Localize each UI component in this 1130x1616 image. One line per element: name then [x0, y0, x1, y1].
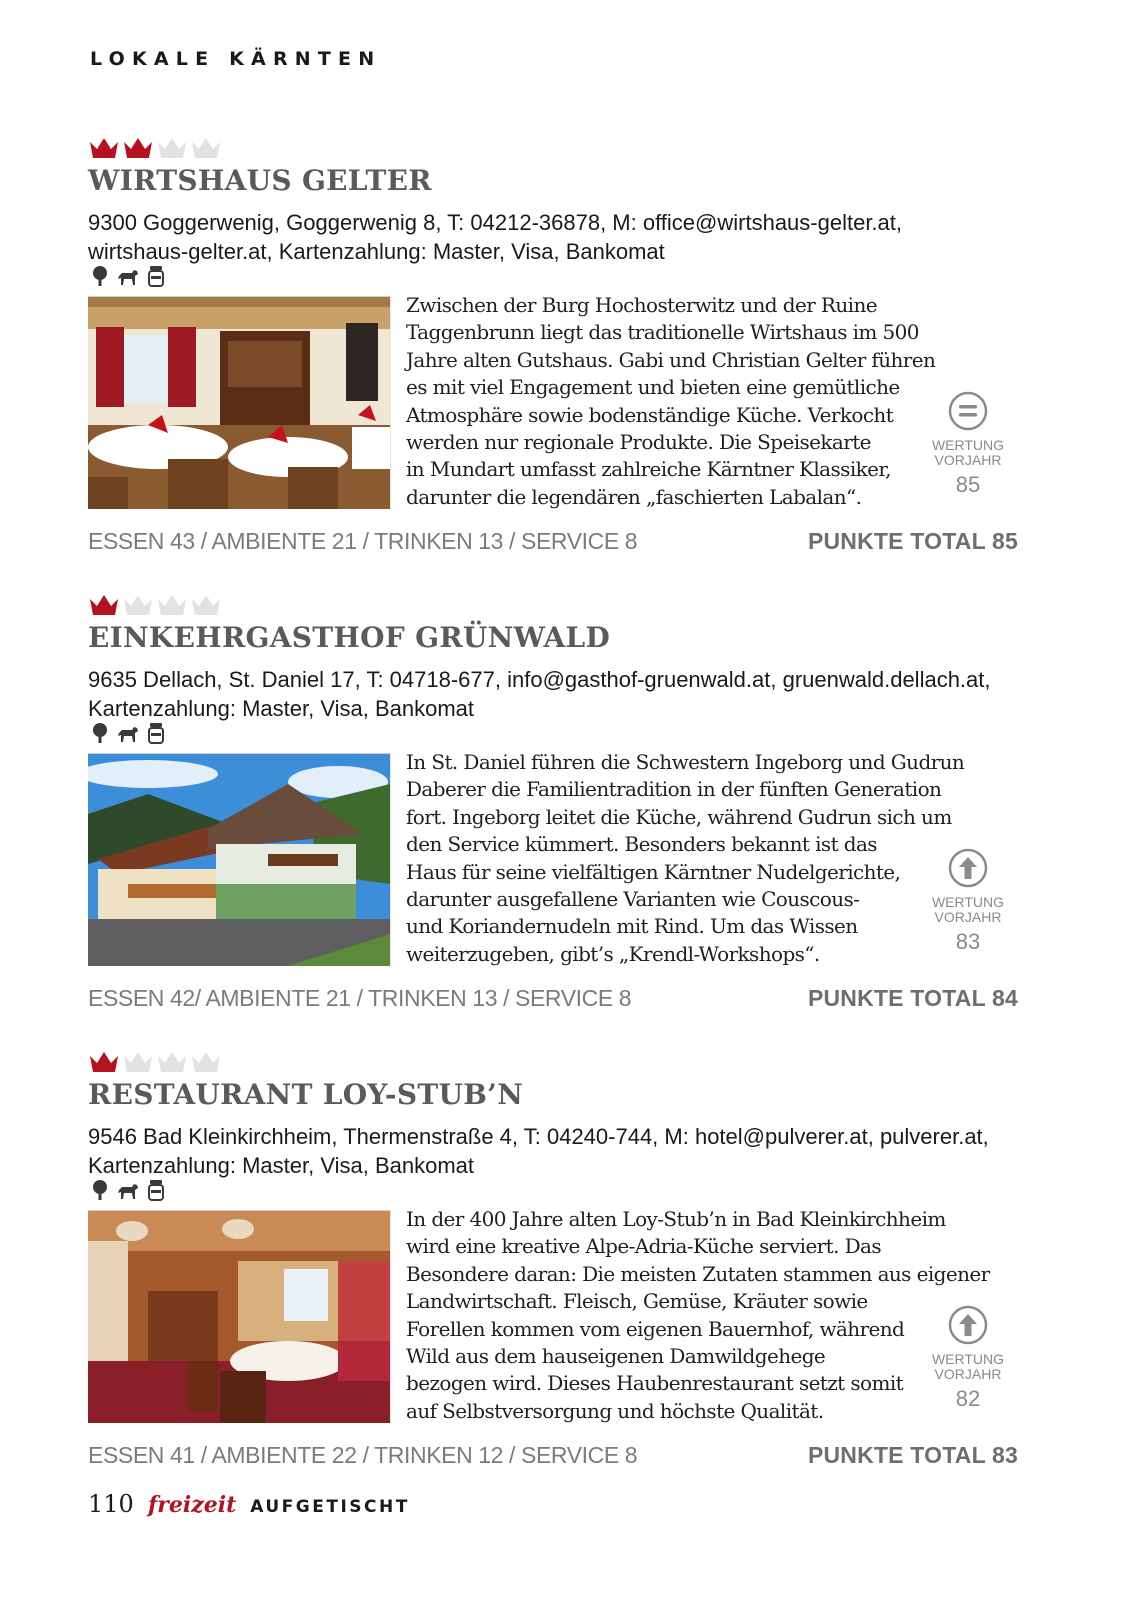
address-line: 9635 Dellach, St. Daniel 17, T: 04718-677, info@gasthof-gruenwald.at, gruenwald.dellach.at,: [88, 667, 991, 692]
jar-icon: [144, 1178, 168, 1202]
crown-rating: [88, 593, 222, 619]
previous-rating: [928, 847, 1008, 955]
description-line: bezogen wird. Dieses Haubenrestaurant setzt somit: [406, 1371, 904, 1396]
crown-icon-inactive: [122, 593, 154, 617]
description-line: Forellen kommen vom eigenen Bauernhof, während: [406, 1316, 905, 1341]
total-score: PUNKTE TOTAL 83: [807, 1442, 1018, 1468]
total-score: PUNKTE TOTAL 84: [807, 985, 1018, 1011]
address-block: [88, 665, 1018, 723]
previous-rating-label-line: VORJAHR: [934, 452, 1002, 468]
previous-rating: [928, 390, 1008, 498]
description-line: Haus für seine vielfältigen Kärntner Nudelgerichte,: [406, 859, 901, 884]
dog-icon: [116, 721, 140, 745]
description-line: wird eine kreative Alpe-Adria-Küche serviert. Das: [406, 1234, 882, 1259]
previous-rating-label: [928, 1352, 1008, 1382]
section-label: LOKALE KÄRNTEN: [90, 48, 382, 70]
brand-subtitle: AUFGETISCHT: [250, 1497, 410, 1517]
description-line: es mit viel Engagement und bieten eine gemütliche: [406, 375, 900, 400]
arrow-up-trend-icon: [947, 847, 989, 889]
amenity-icons: [88, 1178, 168, 1202]
crown-icon-inactive: [156, 136, 188, 160]
equal-trend-icon: [947, 390, 989, 432]
crown-icon-inactive: [190, 593, 222, 617]
restaurant-photo: [88, 753, 391, 966]
restaurant-title: WIRTSHAUS GELTER: [88, 164, 432, 197]
page-footer: [88, 1490, 410, 1524]
description-line: In der 400 Jahre alten Loy-Stub’n in Bad Kleinkirchheim: [406, 1207, 946, 1231]
description-line: in Mundart umfasst zahlreiche Kärntner Klassiker,: [406, 457, 891, 482]
crown-icon-inactive: [156, 593, 188, 617]
previous-rating-label-line: WERTUNG: [931, 437, 1005, 453]
dog-icon: [116, 264, 140, 288]
previous-rating-value: 85: [955, 472, 981, 497]
amenity-icons: [88, 721, 168, 745]
address-block: [88, 1122, 1018, 1180]
description-line: werden nur regionale Produkte. Die Speisekarte: [406, 430, 871, 455]
score-breakdown: ESSEN 41 / AMBIENTE 22 / TRINKEN 12 / SERVICE 8: [88, 1442, 638, 1468]
tree-icon: [88, 1178, 112, 1202]
restaurant-title: EINKEHRGASTHOF GRÜNWALD: [88, 621, 611, 654]
address-line: Kartenzahlung: Master, Visa, Bankomat: [88, 1153, 475, 1178]
restaurant-entry: [88, 136, 1028, 566]
description-line: Daberer die Familientradition in der fünften Generation: [406, 777, 942, 802]
tree-icon: [88, 721, 112, 745]
dog-icon: [116, 1178, 140, 1202]
crown-icon-active: [88, 136, 120, 160]
crown-icon-active: [88, 1050, 120, 1074]
address-line: wirtshaus-gelter.at, Kartenzahlung: Master, Visa, Bankomat: [88, 239, 665, 264]
previous-rating-label-line: WERTUNG: [931, 894, 1005, 910]
arrow-up-trend-icon: [947, 1304, 989, 1346]
amenity-icons: [88, 264, 168, 288]
description-line: Atmosphäre sowie bodenständige Küche. Verkocht: [406, 402, 894, 427]
crown-rating: [88, 136, 222, 162]
previous-rating: [928, 1304, 1008, 1412]
previous-rating-value: 83: [955, 929, 981, 954]
description-line: Wild aus dem hauseigenen Damwildgehege: [406, 1344, 826, 1369]
restaurant-photo: [88, 296, 391, 509]
description-line: fort. Ingeborg leitet die Küche, während Gudrun sich um: [406, 804, 952, 829]
crown-icon-active: [88, 593, 120, 617]
description-line: Zwischen der Burg Hochosterwitz und der Ruine: [406, 293, 877, 317]
description-line: den Service kümmert. Besonders bekannt ist das: [406, 832, 877, 857]
crown-icon-active: [122, 136, 154, 160]
page-number: 110: [88, 1490, 134, 1518]
crown-rating: [88, 1050, 222, 1076]
brand-logo: freizeit: [147, 1492, 237, 1518]
description-line: darunter ausgefallene Varianten wie Couscous-: [406, 887, 860, 912]
restaurant-photo: [88, 1210, 391, 1423]
restaurant-title: RESTAURANT LOY-STUB’N: [88, 1078, 524, 1111]
previous-rating-label: [928, 438, 1008, 468]
address-block: [88, 208, 1018, 266]
total-score: PUNKTE TOTAL 85: [807, 528, 1018, 554]
description-line: Taggenbrunn liegt das traditionelle Wirtshaus im 500: [406, 320, 919, 345]
description-line: In St. Daniel führen die Schwestern Ingeborg und Gudrun: [406, 750, 965, 774]
score-breakdown: ESSEN 42/ AMBIENTE 21 / TRINKEN 13 / SERVICE 8: [88, 985, 632, 1011]
description-line: Landwirtschaft. Fleisch, Gemüse, Kräuter sowie: [406, 1289, 868, 1314]
description-line: weiterzugeben, gibt’s „Krendl-Workshops“.: [406, 941, 820, 966]
crown-icon-inactive: [156, 1050, 188, 1074]
previous-rating-label-line: WERTUNG: [931, 1351, 1005, 1367]
restaurant-entry: [88, 1050, 1028, 1480]
address-line: Kartenzahlung: Master, Visa, Bankomat: [88, 696, 475, 721]
previous-rating-label: [928, 895, 1008, 925]
jar-icon: [144, 721, 168, 745]
tree-icon: [88, 264, 112, 288]
description-line: und Koriandernudeln mit Rind. Um das Wissen: [406, 914, 858, 939]
previous-rating-value: 82: [955, 1386, 981, 1411]
previous-rating-label-line: VORJAHR: [934, 1366, 1002, 1382]
restaurant-entry: [88, 593, 1028, 1023]
description-line: Jahre alten Gutshaus. Gabi und Christian Gelter führen: [406, 347, 936, 372]
crown-icon-inactive: [190, 136, 222, 160]
crown-icon-inactive: [122, 1050, 154, 1074]
address-line: 9300 Goggerwenig, Goggerwenig 8, T: 04212-36878, M: office@wirtshaus-gelter.at,: [88, 210, 903, 235]
description-line: darunter die legendären „faschierten Labalan“.: [406, 484, 862, 509]
description-line: auf Selbstversorgung und höchste Qualität.: [406, 1398, 824, 1423]
description-line: Besondere daran: Die meisten Zutaten stammen aus eigener: [406, 1261, 990, 1286]
score-breakdown: ESSEN 43 / AMBIENTE 21 / TRINKEN 13 / SERVICE 8: [88, 528, 638, 554]
address-line: 9546 Bad Kleinkirchheim, Thermenstraße 4, T: 04240-744, M: hotel@pulverer.at, pulverer.at,: [88, 1124, 989, 1149]
crown-icon-inactive: [190, 1050, 222, 1074]
previous-rating-label-line: VORJAHR: [934, 909, 1002, 925]
jar-icon: [144, 264, 168, 288]
